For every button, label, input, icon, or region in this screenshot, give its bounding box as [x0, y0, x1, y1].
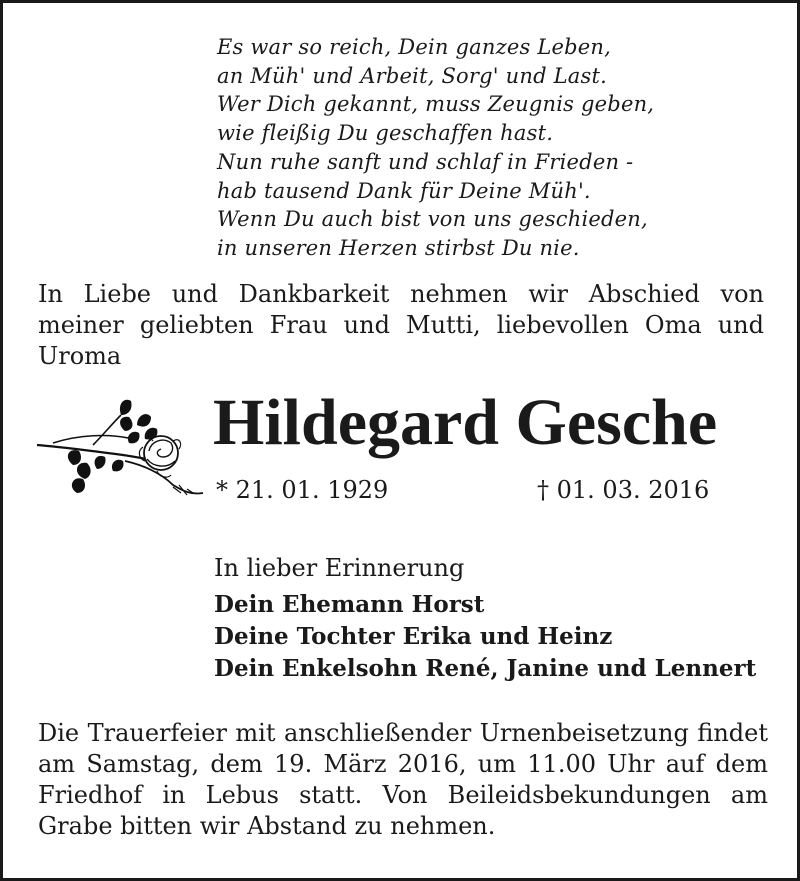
poem-line: Wenn Du auch bist von uns geschieden, — [217, 207, 648, 232]
poem-line: Nun ruhe sanft und schlaf in Frieden - — [217, 149, 634, 174]
poem-line: Es war so reich, Dein ganzes Leben, — [217, 35, 611, 59]
funeral-notice: Die Trauerfeier mit anschließender Urnenbeisetzung findet am Samstag, dem 19. März 2016, um 11.00 Uhr auf dem Friedhof in Lebus statt. Von Beileidsbekundungen am Grabe bitten wir Abstand zu nehmen. — [38, 719, 768, 840]
memory-heading: In lieber Erinnerung — [214, 554, 465, 582]
mourner-entry: Dein Ehemann Horst — [214, 591, 485, 618]
mourners-list — [214, 589, 756, 685]
poem-line: hab tausend Dank für Deine Müh'. — [217, 178, 591, 203]
rose-icon — [33, 395, 205, 507]
farewell-intro: In Liebe und Dankbarkeit nehmen wir Abschied von meiner geliebten Frau und Mutti, liebevollen Oma und Uroma — [38, 280, 764, 370]
death-date: † 01. 03. 2016 — [537, 476, 710, 504]
poem-line: wie fleißig Du geschaffen hast. — [217, 121, 554, 146]
memorial-poem — [217, 33, 654, 263]
birth-date: * 21. 01. 1929 — [216, 476, 389, 504]
poem-line: an Müh' und Arbeit, Sorg' und Last. — [217, 63, 607, 88]
mourner-entry: Deine Tochter Erika und Heinz — [214, 623, 613, 650]
deceased-name: Hildegard Gesche — [213, 386, 718, 459]
poem-line: Wer Dich gekannt, muss Zeugnis geben, — [217, 92, 655, 117]
poem-line: in unseren Herzen stirbst Du nie. — [217, 235, 580, 260]
mourner-entry: Dein Enkelsohn René, Janine und Lennert — [214, 655, 757, 682]
